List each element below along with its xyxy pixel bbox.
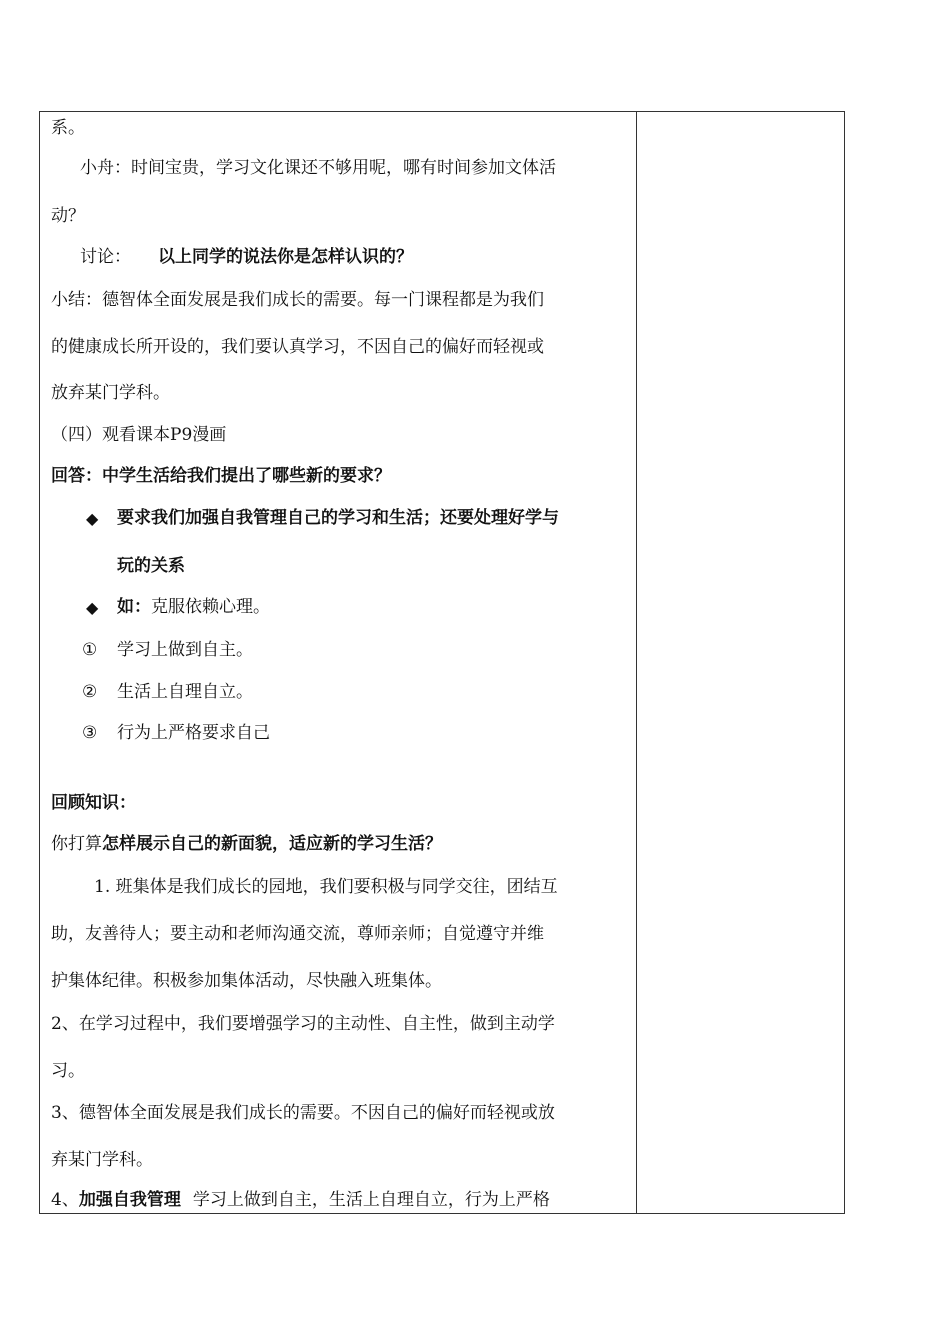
review-heading: 回顾知识： xyxy=(51,793,136,813)
list-item: 学习上做到自主。 xyxy=(117,640,253,660)
list-item: 行为上严格要求自己 xyxy=(117,723,270,743)
text-line: 动？ xyxy=(51,206,85,226)
table-column-divider xyxy=(636,111,637,1214)
text-line: 习。 xyxy=(51,1061,85,1081)
review-emphasis: 怎样展示自己的新面貌，适应新的学习生活？ xyxy=(102,834,442,854)
bullet-content: 克服依赖心理。 xyxy=(151,597,270,617)
list-marker: ① xyxy=(82,640,98,660)
bullet-text xyxy=(117,596,270,618)
text-line: 3、德智体全面发展是我们成长的需要。不因自己的偏好而轻视或放 xyxy=(51,1103,555,1123)
text-line: 小舟：时间宝贵，学习文化课还不够用呢，哪有时间参加文体活 xyxy=(80,158,556,178)
text-line: 小结：德智体全面发展是我们成长的需要。每一门课程都是为我们 xyxy=(51,290,544,310)
bullet-text: 要求我们加强自我管理自己的学习和生活；还要处理好学与 xyxy=(117,508,559,528)
text-line: 系。 xyxy=(51,118,85,138)
list-item: 生活上自理自立。 xyxy=(117,682,253,702)
review-prefix: 你打算 xyxy=(51,834,102,854)
text-line: 1. 班集体是我们成长的园地，我们要积极与同学交往，团结互 xyxy=(94,877,558,897)
text-line: 放弃某门学科。 xyxy=(51,383,170,403)
item-emphasis: 加强自我管理 xyxy=(78,1190,181,1210)
list-marker: ② xyxy=(82,682,98,702)
lesson-table xyxy=(39,111,845,1214)
answer-heading: 回答：中学生活给我们提出了哪些新的要求？ xyxy=(51,466,391,486)
text-line xyxy=(51,1189,550,1211)
review-question xyxy=(51,833,442,855)
bullet-text: 玩的关系 xyxy=(117,556,185,576)
list-marker: ③ xyxy=(82,723,98,743)
text-line: 弃某门学科。 xyxy=(51,1150,153,1170)
text-line: 2、在学习过程中，我们要增强学习的主动性、自主性，做到主动学 xyxy=(51,1014,555,1034)
discussion-question: 以上同学的说法你是怎样认识的？ xyxy=(158,247,413,267)
diamond-bullet-icon: ◆ xyxy=(86,509,99,528)
discussion-label: 讨论： xyxy=(80,247,131,267)
text-line: 助，友善待人；要主动和老师沟通交流，尊师亲师；自觉遵守并维 xyxy=(51,924,544,944)
text-line: 护集体纪律。积极参加集体活动，尽快融入班集体。 xyxy=(51,971,442,991)
section-heading: （四）观看课本P9漫画 xyxy=(51,425,227,445)
item-content: 学习上做到自主，生活上自理自立，行为上严格 xyxy=(192,1190,550,1210)
text-line: 的健康成长所开设的，我们要认真学习，不因自己的偏好而轻视或 xyxy=(51,337,544,357)
bullet-label: 如： xyxy=(117,597,151,617)
diamond-bullet-icon: ◆ xyxy=(86,598,99,617)
item-number: 4、 xyxy=(51,1190,79,1210)
